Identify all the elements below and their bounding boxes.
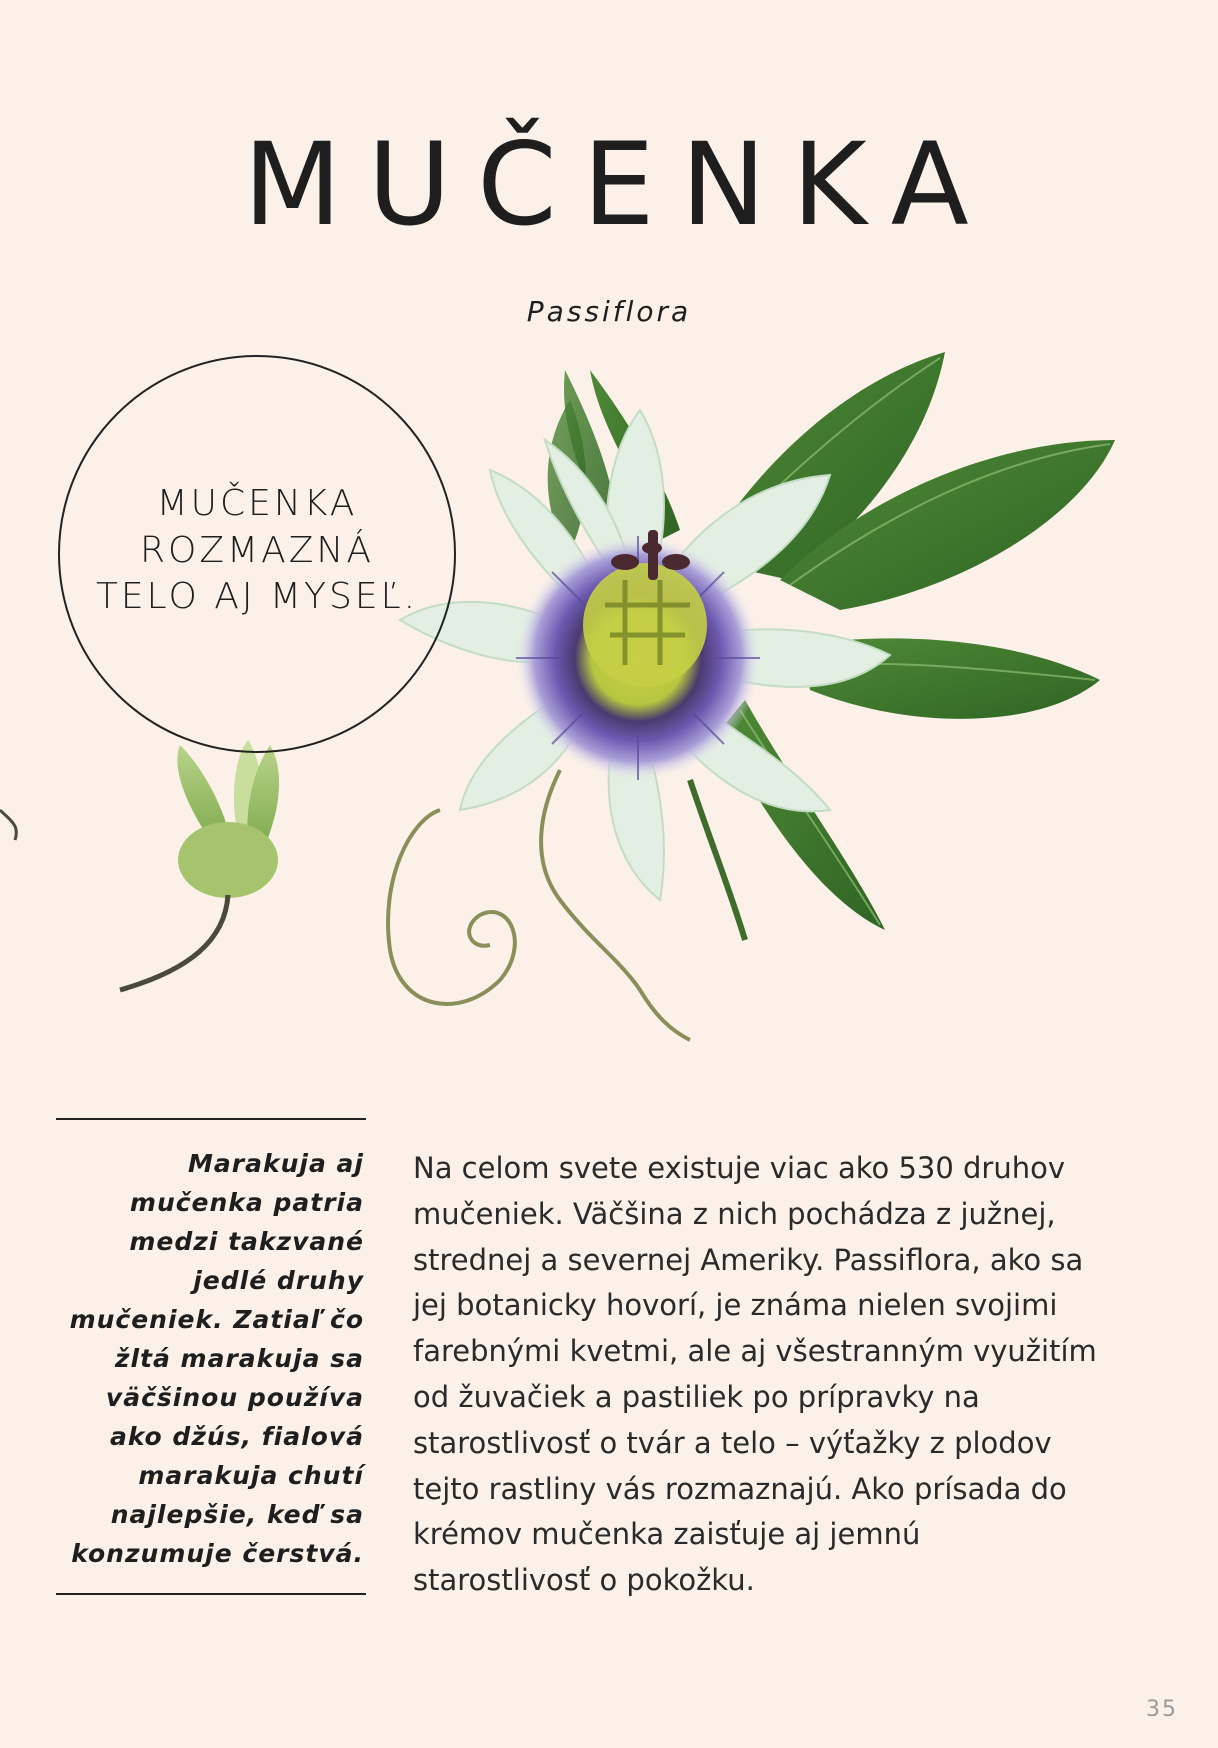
article-body: Na celom svete existuje viac ako 530 druhov mučeniek. Väčšina z nich pochádza z južnej, strednej a severnej Ameriky. Passiflora, ako sa jej botanicky hovorí, je známa nielen svojimi farebnými kvetmi, ale aj všestranným využitím od žuvačiek a pastiliek po prípravky na starostlivosť o tvár a telo – výťažky z plodov tejto rastliny vás rozmaznajú. Ako prísada do krémov mučenka zaisťuje aj jemnú starostlivosť o pokožku. [413,1151,1097,1598]
botanical-name: Passiflora [526,295,692,328]
circle-line: ROZMAZNÁ [140,529,374,571]
pull-quote-text: Marakuja aj mučenka patria medzi takzvané jedlé druhy mučeniek. Zatiaľ čo žltá marakuja sa väčšinou používa ako džús, fialová marakuja chutí najlepšie, keď sa konzumuje čerstvá. [69,1149,364,1568]
circle-slogan [96,481,418,621]
flower-bud [0,740,279,990]
page-title: MUČENKA [243,118,995,251]
quote-circle [58,355,456,753]
tendrils [388,770,745,1040]
page-number: 35 [1146,1697,1178,1722]
circle-line: MUČENKA [156,482,358,524]
circle-line: TELO AJ MYSEĽ. [95,576,419,618]
pull-quote [56,1118,366,1595]
